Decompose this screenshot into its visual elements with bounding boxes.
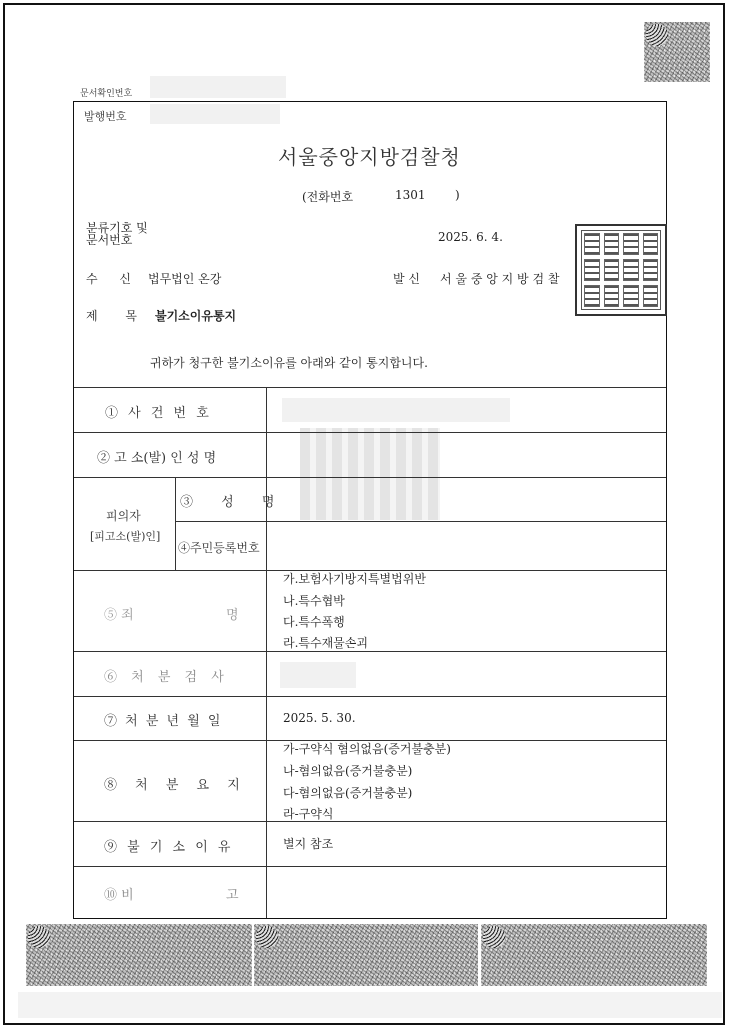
charges-label: ⑤ 죄 (104, 608, 134, 623)
issue-no-redaction (150, 104, 280, 124)
recipient-value: 법무법인 온강 (148, 272, 222, 286)
footer-band (18, 992, 722, 1018)
phone-label: (전화번호 (302, 190, 354, 204)
watermark (300, 428, 440, 520)
charge-item: 라.특수재물손괴 (283, 636, 368, 650)
recipient-label: 수 신 (86, 272, 131, 286)
issue-no-label: 발행번호 (84, 110, 127, 123)
summary-item: 가-구약식 혐의없음(증거불충분) (283, 742, 451, 756)
reason-value: 별지 참조 (283, 837, 334, 851)
classification-label-2: 문서번호 (86, 233, 133, 247)
phone-number: 1301 (395, 188, 426, 202)
prosecutor-redaction (280, 662, 356, 688)
phone-close: ) (455, 188, 460, 202)
summary-item: 나-혐의없음(증거불충분) (283, 764, 413, 778)
suspect-group-label: 피의자 (106, 509, 141, 523)
summary-item: 다-혐의없음(증거불충분) (283, 786, 413, 800)
bottom-barcode-1 (26, 924, 252, 986)
suspect-id-label: ④주민등록번호 (178, 541, 260, 555)
doc-check-label: 문서확인번호 (80, 89, 133, 99)
subject-value: 불기소이유통지 (155, 309, 237, 323)
sender-value: 서 울 중 앙 지 방 검 찰 (440, 272, 560, 286)
complainant-label: ② 고 소(발) 인 성 명 (97, 451, 217, 466)
suspect-name-label: ③ 성 명 (180, 495, 275, 510)
charge-item: 다.특수폭행 (283, 615, 345, 629)
summary-item: 라-구약식 (283, 807, 334, 821)
doc-check-redaction (150, 76, 286, 98)
subject-label: 제 목 (86, 309, 137, 323)
official-seal (575, 224, 667, 316)
bottom-barcode-2 (254, 924, 478, 986)
remarks-label-end: 고 (226, 888, 239, 903)
doc-date: 2025. 6. 4. (438, 230, 503, 244)
prosecutor-label: ⑥ 처 분 검 사 (104, 670, 224, 685)
disposition-date-value: 2025. 5. 30. (283, 711, 356, 725)
remarks-label: ⑩ 비 (104, 888, 134, 903)
charge-item: 가.보험사기방지특별법위반 (283, 572, 426, 586)
sender-label: 발 신 (393, 272, 420, 286)
charges-label-end: 명 (226, 608, 239, 623)
intro-text: 귀하가 청구한 불기소이유를 아래와 같이 통지합니다. (150, 356, 428, 370)
suspect-group-label-2: [피고소(발)인] (90, 530, 161, 543)
case-no-label: ① 사 건 번 호 (105, 406, 209, 421)
case-no-redaction (282, 398, 510, 422)
reason-label: ⑨ 불 기 소 이 유 (104, 840, 231, 855)
bottom-barcode-3 (481, 924, 707, 986)
disposition-summary-label: ⑧ 처 분 요 지 (104, 778, 240, 793)
top-barcode (644, 22, 710, 82)
page-title: 서울중앙지방검찰청 (278, 145, 461, 169)
charge-item: 나.특수협박 (283, 594, 345, 608)
classification-label-1: 분류기호 및 (86, 221, 148, 235)
disposition-date-label: ⑦ 처 분 년 월 일 (104, 714, 221, 729)
